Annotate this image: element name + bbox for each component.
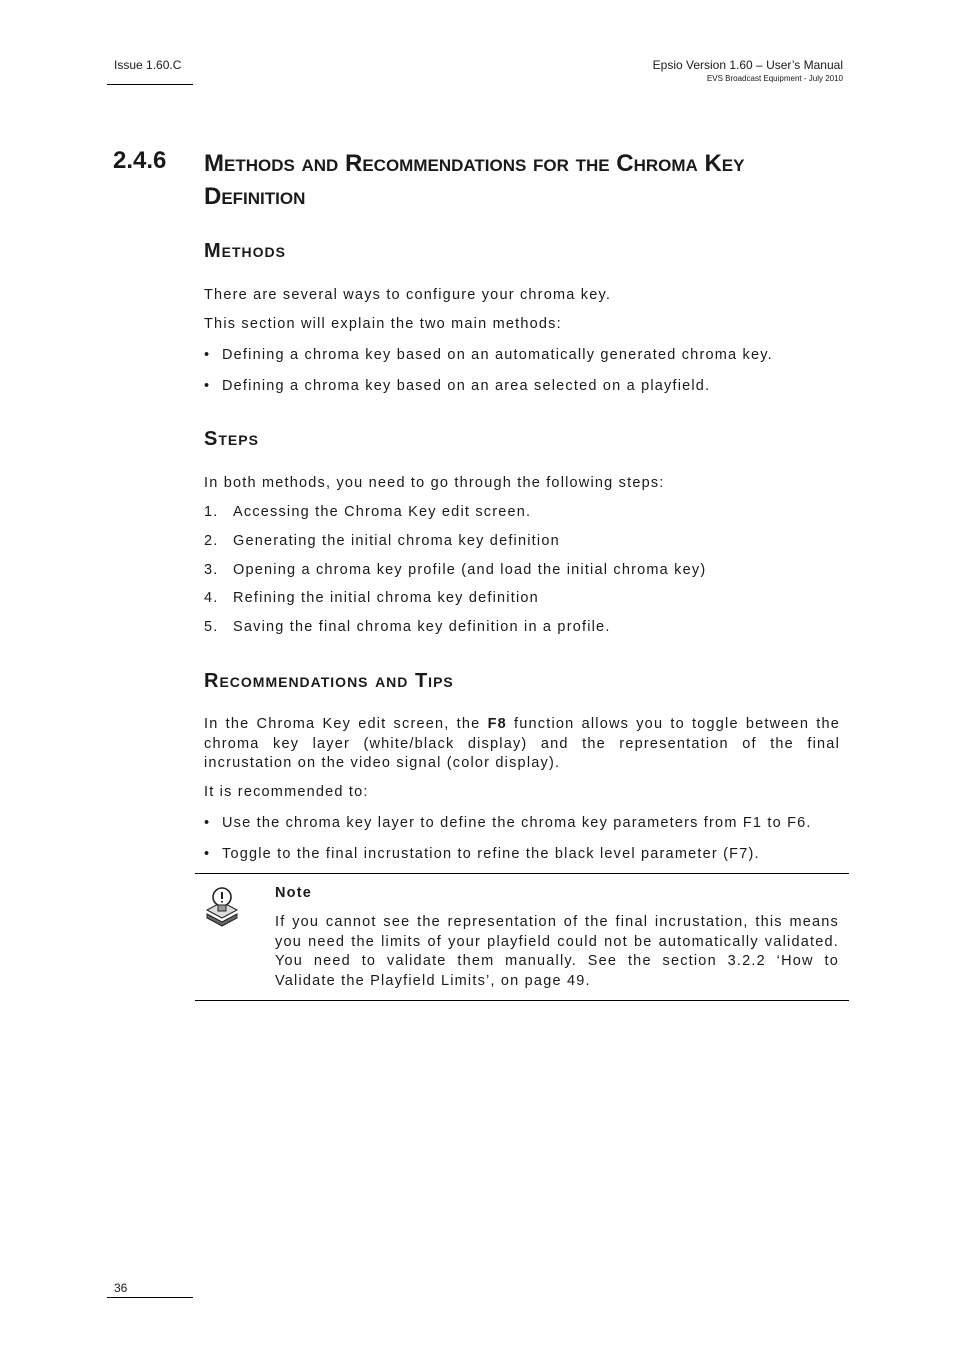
note-text: If you cannot see the representation of the final incrustation, this means you need the limits of your playfield could not be automatically validated. You need to validate them manually. See the section 3.2.2 ‘How to Validate the Playfield Limits’, on page 49. [275,914,839,989]
tips-heading: Recommendations and Tips [204,670,454,692]
steps-intro: In both methods, you need to go through the following steps: [204,475,665,491]
header-divider [107,84,193,85]
footer-divider [107,1297,193,1298]
list-item: 1. Accessing the Chroma Key edit screen. [204,504,532,520]
methods-heading: Methods [204,240,286,262]
tips-paragraph: In the Chroma Key edit screen, the F8 function allows you to toggle between the chroma key layer (white/black display) and the representation of the final incrustation on the video signal (color display). [204,716,840,771]
section-number: 2.4.6 [113,147,167,174]
list-item: 5. Saving the final chroma key definition in a profile. [204,619,611,635]
methods-intro-1: There are several ways to configure your chroma key. [204,287,612,303]
note-top-rule [195,873,849,874]
note-bottom-rule [195,1000,849,1001]
issue-label: Issue 1.60.C [114,58,182,72]
list-item: • Defining a chroma key based on an area selected on a playfield. [204,378,711,394]
bullet-icon: • [204,378,211,394]
bullet-icon: • [204,846,211,862]
list-item: 3. Opening a chroma key profile (and load the initial chroma key) [204,562,707,578]
note-lightbulb-icon [203,884,241,928]
recommend-intro: It is recommended to: [204,784,369,800]
steps-heading: Steps [204,428,259,450]
list-item: 2. Generating the initial chroma key definition [204,533,560,549]
note-title: Note [275,885,313,901]
bullet-icon: • [204,815,211,831]
section-title: Methods and Recommendations for the Chroma Key Definition [204,150,745,210]
methods-intro-2: This section will explain the two main methods: [204,316,562,332]
page-number: 36 [114,1281,128,1295]
list-item: 4. Refining the initial chroma key definition [204,590,539,606]
list-item: • Use the chroma key layer to define the chroma key parameters from F1 to F6. [204,815,812,831]
manual-header [653,58,843,83]
list-item: • Defining a chroma key based on an automatically generated chroma key. [204,347,773,363]
manual-title: Epsio Version 1.60 – User’s Manual [652,58,843,72]
bullet-icon: • [204,347,211,363]
list-item: • Toggle to the final incrustation to refine the black level parameter (F7). [204,846,760,862]
company-line: EVS Broadcast Equipment - July 2010 [706,74,843,83]
f8-key: F8 [487,716,507,732]
